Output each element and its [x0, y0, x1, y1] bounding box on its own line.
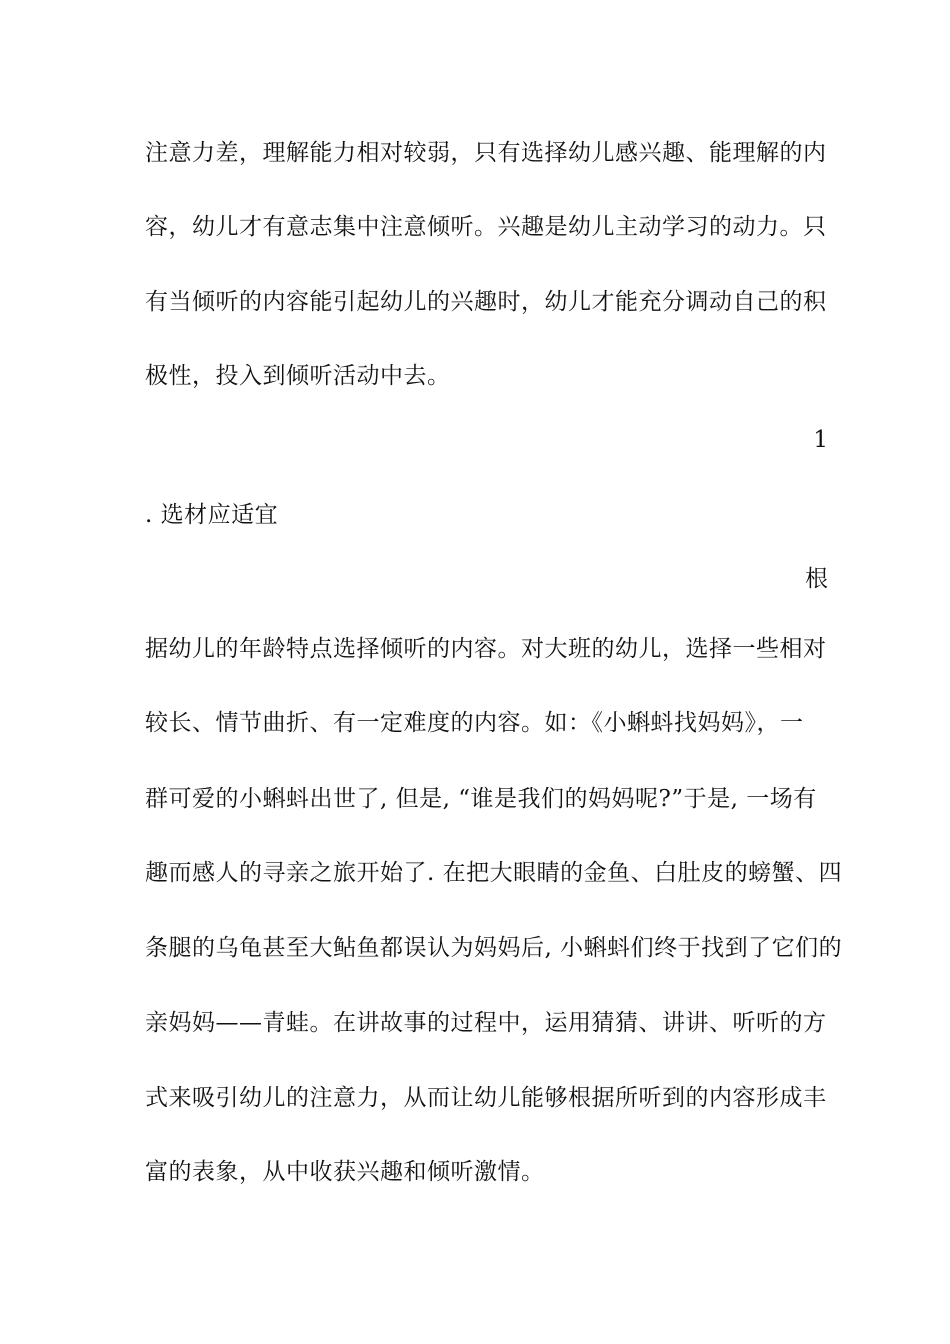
paragraph-1-line-1: 注意力差，理解能力相对较弱，只有选择幼儿感兴趣、能理解的内	[145, 140, 827, 166]
section-heading: . 选材应适宜	[145, 502, 279, 528]
paragraph-2-lead-char: 根	[805, 566, 828, 592]
paragraph-2-line-3: 群可爱的小蝌蚪出世了, 但是, “谁是我们的妈妈呢?”于是, 一场有	[145, 786, 817, 812]
paragraph-2-line-4: 趣而感人的寻亲之旅开始了. 在把大眼睛的金鱼、白肚皮的螃蟹、四	[145, 860, 843, 886]
paragraph-1-line-3: 有当倾听的内容能引起幼儿的兴趣时，幼儿才能充分调动自己的积	[145, 289, 827, 315]
paragraph-1-line-2: 容，幼儿才有意志集中注意倾听。兴趣是幼儿主动学习的动力。只	[145, 214, 827, 240]
paragraph-2-line-8: 富的表象，从中收获兴趣和倾听激情。	[145, 1159, 545, 1185]
paragraph-2-line-2: 较长、情节曲折、有一定难度的内容。如：《小蝌蚪找妈妈》，一	[145, 710, 804, 736]
paragraph-1-line-4: 极性，投入到倾听活动中去。	[145, 363, 451, 389]
paragraph-2-line-1: 据幼儿的年龄特点选择倾听的内容。对大班的幼儿，选择一些相对	[145, 636, 827, 662]
paragraph-2-line-7: 式来吸引幼儿的注意力，从而让幼儿能够根据所听到的内容形成丰	[145, 1085, 827, 1111]
section-number: 1	[813, 427, 828, 453]
paragraph-2-line-5: 条腿的乌龟甚至大鲇鱼都误认为妈妈后, 小蝌蚪们终于找到了它们的	[145, 935, 843, 961]
paragraph-2-line-6: 亲妈妈——青蛙。在讲故事的过程中，运用猜猜、讲讲、听听的方	[145, 1010, 827, 1036]
